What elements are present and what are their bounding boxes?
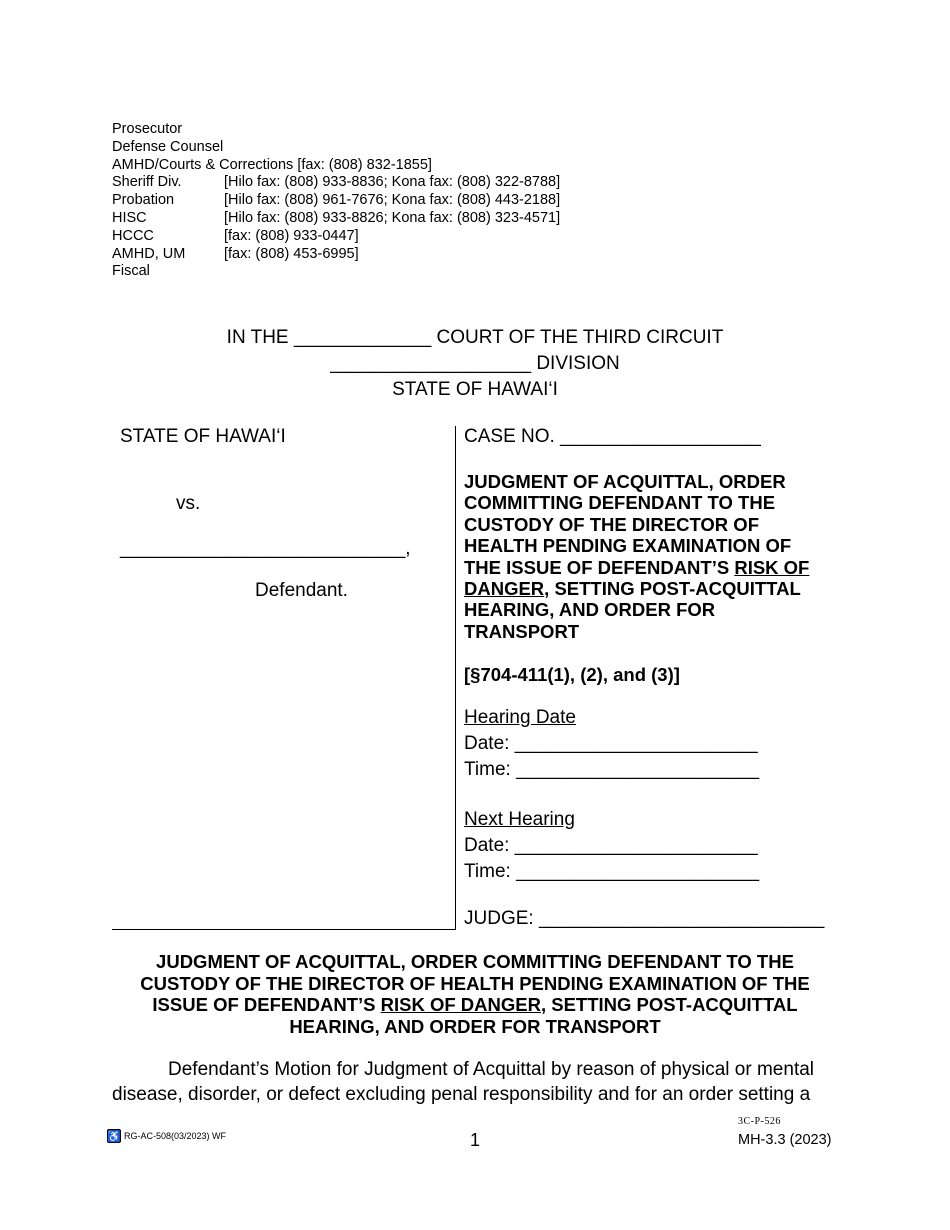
dist-row: HISC [Hilo fax: (808) 933-8826; Kona fax: (808) 323-4571] (112, 209, 561, 226)
caption-bottom-rule (112, 929, 456, 930)
caption-divider (455, 426, 456, 930)
versus: vs. (176, 493, 201, 514)
dist-row: AMHD, UM [fax: (808) 453-6995] (112, 245, 359, 262)
court-division: ___________________ DIVISION (330, 353, 620, 374)
statute-citation: [§704-411(1), (2), and (3)] (464, 664, 680, 685)
case-number: CASE NO. ___________________ (464, 426, 761, 447)
dist-row: Sheriff Div. [Hilo fax: (808) 933-8836; Kona fax: (808) 322-8788] (112, 174, 561, 191)
dist-prosecutor: Prosecutor (112, 121, 183, 137)
hearing-date-heading: Hearing Date (464, 707, 576, 728)
plaintiff: STATE OF HAWAI‘I (120, 426, 286, 447)
judge-field: JUDGE: ___________________________ (464, 908, 825, 929)
defendant-name-blank: ___________________________, (120, 538, 411, 559)
distribution-list (112, 121, 560, 281)
court-state: STATE OF HAWAI‘I (392, 379, 558, 400)
hearing-date-field: Date: _______________________ (464, 733, 758, 754)
next-hearing-heading: Next Hearing (464, 809, 575, 830)
document-title: JUDGMENT OF ACQUITTAL, ORDER COMMITTING DEFENDANT TO THE CUSTODY OF THE DIRECTOR OF HEALTH PENDING EXAMINATION OF THE ISSUE OF DEFENDANT’S RISK OF DANGER, SETTING POST-ACQUITTAL HEARING, AND ORDER FOR TRANSPORT (140, 951, 810, 1037)
dist-defense: Defense Counsel (112, 138, 224, 155)
hearing-time-field: Time: _______________________ (464, 759, 760, 780)
form-id: MH-3.3 (2023) (738, 1132, 832, 1148)
dist-row: HCCC [fax: (808) 933-0447] (112, 227, 359, 244)
case-caption (112, 426, 828, 930)
caption-title: JUDGMENT OF ACQUITTAL, ORDER COMMITTING DEFENDANT TO THE CUSTODY OF THE DIRECTOR OF HEALTH PENDING EXAMINATION OF THE ISSUE OF DEFENDANT’S RISK OF DANGER, SETTING POST-ACQUITTAL HEARING, AND ORDER FOR TRANSPORT (464, 471, 810, 642)
wheelchair-icon: ♿ (107, 1130, 121, 1143)
page-number: 1 (469, 1130, 480, 1150)
dist-row: Probation [Hilo fax: (808) 961-7676; Kona fax: (808) 443-2188] (112, 192, 561, 209)
dist-amhd: AMHD/Courts & Corrections [fax: (808) 832-1855] (112, 156, 432, 173)
next-date-field: Date: _______________________ (464, 835, 758, 856)
defendant-label: Defendant. (255, 580, 348, 601)
body-paragraph (112, 1057, 842, 1107)
body-line-2: disease, disorder, or defect excluding penal responsibility and for an order setting a (112, 1084, 811, 1105)
footer-code: RG-AC-508(03/2023) WF (124, 1131, 227, 1141)
dist-fiscal: Fiscal (112, 263, 150, 280)
next-time-field: Time: _______________________ (464, 861, 760, 882)
body-line-1: Defendant’s Motion for Judgment of Acquittal by reason of physical or mental (168, 1059, 815, 1080)
form-code: 3C-P-526 (738, 1116, 781, 1127)
court-line-1: IN THE _____________ COURT OF THE THIRD CIRCUIT (226, 327, 724, 348)
